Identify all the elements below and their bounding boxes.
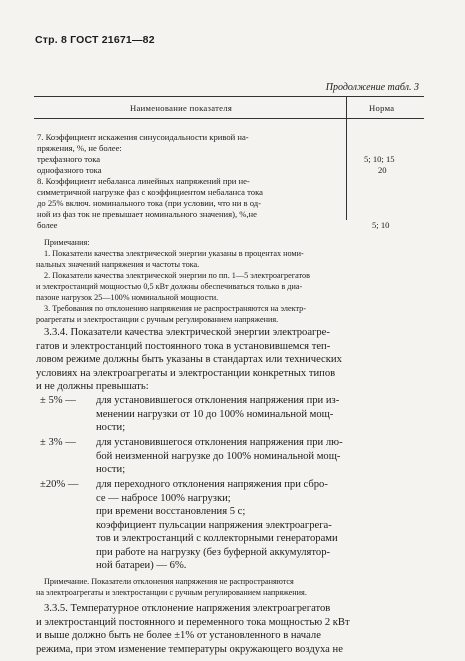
para-line: и выше должно быть не более ±1% от установленного в начале — [36, 630, 321, 641]
para-line: и электростанций постоянного и переменного тока мощностью 2 кВт — [36, 616, 350, 628]
table-top-rule — [34, 96, 424, 97]
table-row-line: симметричной нагрузке фаз с коэффициентом небаланса тока — [37, 187, 263, 197]
limit-line: для переходного отклонения напряжения при сбро- — [96, 479, 328, 490]
note-line: пазоне нагрузок 25—100% номинальной мощности. — [36, 293, 219, 302]
table-row-line: трехфазного тока — [37, 154, 101, 164]
norm-single-phase: 20 — [378, 165, 387, 175]
page-header: Стр. 8 ГОСТ 21671—82 — [35, 34, 155, 46]
para-line: 3.3.5. Температурное отклонение напряжения электроагрегатов — [44, 603, 331, 614]
table-row-line: 7. Коэффициент искажения синусоидальности кривой на- — [37, 132, 249, 142]
para-line: гатов и электростанций постоянного тока в установившемся теп- — [36, 340, 331, 352]
para-line: режима, при этом изменение температуры окружающего воздуха не — [36, 643, 343, 655]
limit-line: ной батареи) — 6%. — [96, 560, 187, 571]
limit-line: ности; — [96, 464, 126, 475]
para-line: ловом режиме должны быть указаны в стандартах или технических — [36, 354, 342, 365]
note-line: на электроагрегаты и электростанции с ручным регулированием напряжения. — [36, 588, 307, 597]
norm-three-phase: 5; 10; 15 — [364, 154, 395, 164]
limit-key: ± 3% — — [40, 437, 76, 448]
col-header-indicator: Наименование показателя — [130, 103, 233, 113]
notes-title: Примечания: — [44, 238, 90, 247]
limit-line: для установившегося отклонения напряжения при из- — [96, 395, 340, 406]
table-row-line: 8. Коэффициент небаланса линейных напряжений при не- — [37, 176, 250, 186]
table-column-divider — [346, 96, 347, 220]
para-line: и не должны превышать: — [36, 381, 149, 392]
limit-key: ±20% — — [40, 479, 79, 490]
limit-line: для установившегося отклонения напряжения при лю- — [96, 437, 343, 448]
limit-line: ности; — [96, 422, 126, 433]
note-line: 1. Показатели качества электрической энергии указаны в процентах номи- — [44, 249, 304, 258]
limit-line: тов и электростанций с коллекторными генераторами — [96, 533, 338, 544]
note-line: Примечание. Показатели отклонения напряжения не распространяются — [44, 577, 294, 586]
para-line: условиях на электроагрегаты и электростанции конкретных типов — [36, 367, 336, 379]
table-header-rule — [34, 118, 424, 119]
norm-unbalance: 5; 10 — [372, 220, 390, 230]
limit-line: при работе на нагрузку (без буферной аккумулятор- — [96, 546, 331, 558]
col-header-norm: Норма — [369, 103, 395, 113]
limit-line: менении нагрузки от 10 до 100% номинальной мощ- — [96, 408, 334, 420]
limit-key: ± 5% — — [40, 395, 76, 406]
limit-line: коэффициент пульсации напряжения электроагрега- — [96, 519, 332, 531]
limit-line: при времени восстановления 5 с; — [96, 506, 246, 517]
table-row-line: более — [37, 220, 58, 230]
limit-line: бой неизменной нагрузке до 100% номинальной мощ- — [96, 450, 341, 462]
note-line: роагрегаты и электростанции с ручным регулированием напряжения. — [36, 315, 279, 324]
note-line: и электростанций мощностью 0,5 кВт должны обеспечиваться только в диа- — [36, 282, 303, 291]
indicators-table — [34, 96, 424, 230]
note-line: 3. Требования по отклонению напряжения не распространяются на электр- — [44, 304, 306, 313]
note-line: 2. Показатели качества электрической энергии по пп. 1—5 электроагрегатов — [44, 271, 310, 280]
table-row-line: однофазного тока — [37, 165, 102, 175]
limit-line: се — набросе 100% нагрузки; — [96, 492, 231, 504]
table-continuation-label: Продолжение табл. 3 — [325, 82, 419, 93]
table-row-line: ной из фаз ток не превышает номинального значения), %,не — [37, 209, 257, 219]
note-line: нальных значений напряжения и частоты тока. — [36, 260, 200, 269]
table-row-line: пряжения, %, не более: — [37, 143, 122, 153]
table-row-line: до 25% включ. номинального тока (при условии, что ни в од- — [37, 198, 262, 208]
para-line: 3.3.4. Показатели качества электрической энергии электроагре- — [44, 327, 330, 338]
